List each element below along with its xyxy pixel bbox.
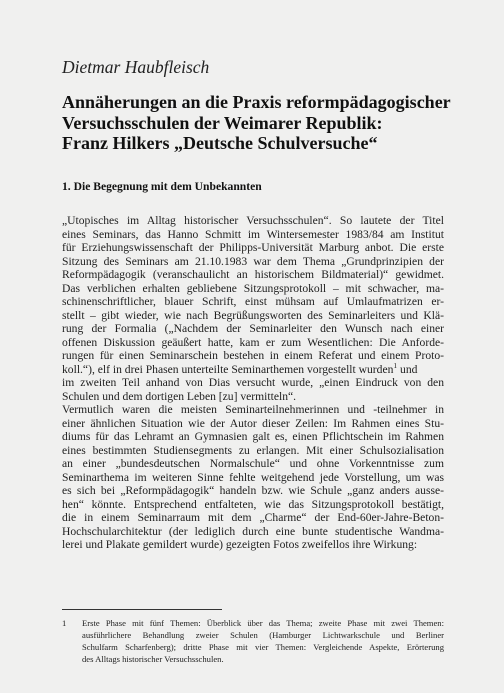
body-line: Sitzung des Seminars am 21.10.1983 war dem Thema „Grundprinzipien der [62, 254, 444, 268]
body-line: Seminarthema im weiteren Sinne fehlte weitgehend jede Vorstellung, um was [62, 470, 444, 484]
body-line: Hochschularchitektur (der lediglich durch eine bunte studentische Wandma- [62, 524, 444, 538]
body-line-with-footnote [62, 360, 444, 377]
body-line: im zweiten Teil anhand von Dias versucht wurde, „einen Eindruck von den [62, 376, 444, 389]
section-heading: 1. Die Begegnung mit dem Unbekannten [62, 180, 262, 193]
body-line: Reformpädagogik (veranschaulicht an historischem Bildmaterial)“ gewidmet. [62, 268, 444, 281]
body-line: Das verblichen erhalten gebliebene Sitzungsprotokoll – mit schwacher, ma- [62, 281, 444, 295]
body-line: es sich bei „Reformpädagogik“ handeln bzw. wie Schule „ganz anders ausse- [62, 484, 444, 497]
footnote-text [82, 617, 444, 665]
title-line: Annäherungen an die Praxis reformpädagogischer [62, 92, 451, 112]
footnote-line: des Alltags historischer Versuchsschulen. [82, 654, 224, 664]
body-line: Schulen und dem dortigen Leben [zu] vermitteln“. [62, 389, 297, 403]
body-line: schinenschriftlicher, blauer Schrift, einst mühsam auf Umlaufmatrizen er- [62, 295, 444, 308]
body-line: diums für das Lehramt an Gymnasien galt es, einen Pflichtschein im Rahmen [62, 430, 444, 443]
body-line: eines bestimmten Studiensegments zu erlangen. Mit einer Schulsozialisation [62, 443, 444, 457]
title-line: Versuchsschulen der Weimarer Republik: [62, 112, 383, 133]
title-line: Franz Hilkers „Deutsche Schulversuche“ [62, 133, 378, 153]
body-line-text: koll.“), elf in drei Phasen unterteilte Seminarthemen vorgestellt wurden [62, 362, 394, 376]
footnote-line: Schulfarm Scharfenberg); dritte Phase mit vier Themen: Vergleichende Aspekte, Erörterung [82, 642, 444, 652]
body-text [62, 214, 444, 552]
body-line: einer ähnlichen Situation wie der Autor dieser Zeilen: Im Rahmen eines Stu- [62, 416, 444, 430]
body-line: Vermutlich waren die meisten Seminarteilnehmerinnen und -teilnehmer in [62, 403, 444, 416]
body-line: „Utopisches im Alltag historischer Versuchsschulen“. So lautete der Titel [62, 214, 444, 227]
body-line: die in einem Seminarraum mit dem „Charme“ der End-60er-Jahre-Beton- [62, 511, 444, 524]
footnote-line: Erste Phase mit fünf Themen: Überblick über das Thema; zweite Phase mit zwei Themen: [82, 618, 444, 628]
body-line: stellt – gibt wieder, wie nach Begrüßungsworten des Seminarleiters und Klä- [62, 308, 444, 322]
footnote-line: ausführlichere Behandlung zweier Schulen (Hamburger Lichtwarkschule und Berliner [82, 630, 444, 640]
footnote-number: 1 [62, 618, 67, 628]
body-line: rungen für einen Seminarschein bestehen in einem Referat und einem Proto- [62, 349, 444, 362]
body-line-tail: und [397, 362, 418, 376]
body-line: für Erziehungswissenschaft der Philipps-Universität Marburg anbot. Die erste [62, 241, 444, 254]
body-line: eines Seminars, das Hanno Schmitt im Wintersemester 1983/84 am Institut [62, 227, 444, 241]
body-line: rung der Formalia („Nachdem der Seminarleiter den Wunsch nach einer [62, 322, 444, 335]
body-line: hen“ könnte. Entsprechend entfalteten, wie das Sitzungsprotokoll bestätigt, [62, 497, 444, 511]
author-name: Dietmar Haubfleisch [62, 57, 210, 77]
body-line: offenen Diskussion geäußert hatte, kam er zum Wesentlichen: Die Anforde- [62, 335, 444, 349]
body-line: an einer „bundesdeutschen Normalschule“ und ohne Vorkenntnisse zum [62, 457, 444, 470]
footnote-divider [62, 609, 222, 610]
footnote-reference[interactable]: 1 [393, 360, 398, 370]
article-title [62, 92, 462, 154]
body-line: lerei und Plakate gemildert wurde) gezeigten Fotos zweifellos ihre Wirkung: [62, 538, 418, 551]
